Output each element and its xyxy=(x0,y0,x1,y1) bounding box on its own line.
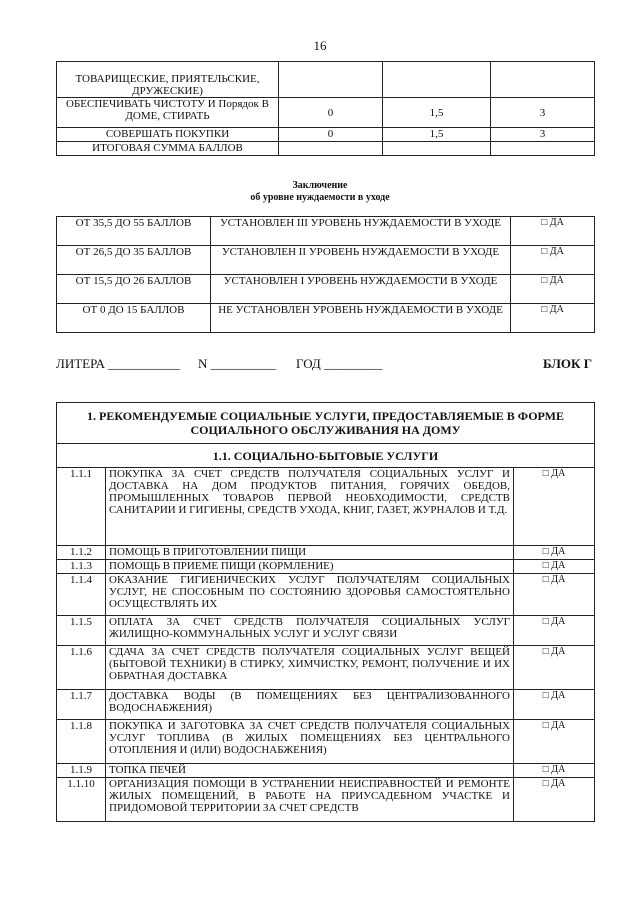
need-level: УСТАНОВЛЕН III УРОВЕНЬ НУЖДАЕМОСТИ В УХОДЕ xyxy=(211,217,511,246)
table-row xyxy=(57,444,595,468)
score-value: 3 xyxy=(491,128,595,142)
table-row xyxy=(57,246,595,275)
item-number: 1.1.9 xyxy=(57,764,106,778)
table-row xyxy=(57,275,595,304)
yes-checkbox[interactable]: □ ДА xyxy=(511,217,595,246)
table-row xyxy=(57,690,595,720)
table-row xyxy=(57,468,595,546)
item-text: ПОКУПКА ЗА СЧЕТ СРЕДСТВ ПОЛУЧАТЕЛЯ СОЦИАЛЬНЫХ УСЛУГ И ДОСТАВКА НА ДОМ ПРОДУКТОВ ПИТАНИЯ, ГОРЯЧИХ ОБЕДОВ, ПРОМЫШЛЕННЫХ ТОВАРОВ ПЕРВОЙ НЕОБХОДИМОСТИ, СРЕДСТВ САНИТАРИИ И ГИГИЕНЫ, СРЕДСТВ УХОДА, КНИГ, ГАЗЕТ, ЖУРНАЛОВ И Т.Д. xyxy=(106,468,514,546)
table-row xyxy=(57,128,595,142)
table-row xyxy=(57,304,595,333)
yes-checkbox[interactable]: □ ДА xyxy=(514,764,595,778)
yes-checkbox[interactable]: □ ДА xyxy=(511,246,595,275)
year-field[interactable]: ГОД _________ xyxy=(296,356,383,371)
yes-checkbox[interactable]: □ ДА xyxy=(514,646,595,690)
score-range: ОТ 26,5 ДО 35 БАЛЛОВ xyxy=(57,246,211,275)
item-number: 1.1.5 xyxy=(57,616,106,646)
score-value: 0 xyxy=(279,128,383,142)
item-text: ОРГАНИЗАЦИЯ ПОМОЩИ В УСТРАНЕНИИ НЕИСПРАВНОСТЕЙ И РЕМОНТЕ ЖИЛЫХ ПОМЕЩЕНИЙ, В РАБОТЕ НА ПРИУСАДЕБНОМ УЧАСТКЕ И ПРИДОМОВОЙ ТЕРРИТОРИИ ЗА СЧЕТ СРЕДСТВ xyxy=(106,778,514,822)
score-range: ОТ 0 ДО 15 БАЛЛОВ xyxy=(57,304,211,333)
item-number: 1.1.7 xyxy=(57,690,106,720)
item-text: ОПЛАТА ЗА СЧЕТ СРЕДСТВ ПОЛУЧАТЕЛЯ СОЦИАЛЬНЫХ УСЛУГ ЖИЛИЩНО-КОММУНАЛЬНЫХ УСЛУГ И УСЛУГ СВЯЗИ xyxy=(106,616,514,646)
item-text: ОКАЗАНИЕ ГИГИЕНИЧЕСКИХ УСЛУГ ПОЛУЧАТЕЛЯМ СОЦИАЛЬНЫХ УСЛУГ, НЕ СПОСОБНЫМ ПО СОСТОЯНИЮ ЗДОРОВЬЯ САМОСТОЯТЕЛЬНО ОСУЩЕСТВЛЯТЬ ИХ xyxy=(106,574,514,616)
table-row xyxy=(57,560,595,574)
table-row xyxy=(57,98,595,128)
section-title: 1. РЕКОМЕНДУЕМЫЕ СОЦИАЛЬНЫЕ УСЛУГИ, ПРЕДОСТАВЛЯЕМЫЕ В ФОРМЕ СОЦИАЛЬНОГО ОБСЛУЖИВАНИЯ НА ДОМУ xyxy=(57,403,595,444)
conclusion-table xyxy=(56,216,595,333)
score-label: ИТОГОВАЯ СУММА БАЛЛОВ xyxy=(57,142,279,156)
subsection-title: 1.1. СОЦИАЛЬНО-БЫТОВЫЕ УСЛУГИ xyxy=(57,444,595,468)
score-value xyxy=(279,62,383,98)
yes-checkbox[interactable]: □ ДА xyxy=(514,720,595,764)
item-number: 1.1.6 xyxy=(57,646,106,690)
score-value xyxy=(491,142,595,156)
item-number: 1.1.10 xyxy=(57,778,106,822)
item-text: ПОКУПКА И ЗАГОТОВКА ЗА СЧЕТ СРЕДСТВ ПОЛУЧАТЕЛЯ СОЦИАЛЬНЫХ УСЛУГ ТОПЛИВА (В ЖИЛЫХ ПОМЕЩЕНИЯХ БЕЗ ЦЕНТРАЛЬНОГО ОТОПЛЕНИЯ И (ИЛИ) ВОДОСНАБЖЕНИЯ) xyxy=(106,720,514,764)
table-row xyxy=(57,764,595,778)
score-value xyxy=(491,62,595,98)
table-row xyxy=(57,403,595,444)
services-table xyxy=(56,402,595,822)
table-row xyxy=(57,217,595,246)
litera-field[interactable]: ЛИТЕРА ___________ xyxy=(56,356,180,371)
yes-checkbox[interactable]: □ ДА xyxy=(511,275,595,304)
score-label: СОВЕРШАТЬ ПОКУПКИ xyxy=(57,128,279,142)
item-number: 1.1.4 xyxy=(57,574,106,616)
yes-checkbox[interactable]: □ ДА xyxy=(511,304,595,333)
litera-line xyxy=(56,356,594,372)
score-value: 0 xyxy=(279,98,383,128)
yes-checkbox[interactable]: □ ДА xyxy=(514,560,595,574)
conclusion-title: Заключение xyxy=(292,180,348,191)
score-value: 3 xyxy=(491,98,595,128)
score-range: ОТ 15,5 ДО 26 БАЛЛОВ xyxy=(57,275,211,304)
yes-checkbox[interactable]: □ ДА xyxy=(514,690,595,720)
need-level: УСТАНОВЛЕН I УРОВЕНЬ НУЖДАЕМОСТИ В УХОДЕ xyxy=(211,275,511,304)
item-number: 1.1.3 xyxy=(57,560,106,574)
table-row xyxy=(57,574,595,616)
item-number: 1.1.8 xyxy=(57,720,106,764)
score-value: 1,5 xyxy=(383,98,491,128)
item-number: 1.1.1 xyxy=(57,468,106,546)
score-range: ОТ 35,5 ДО 55 БАЛЛОВ xyxy=(57,217,211,246)
yes-checkbox[interactable]: □ ДА xyxy=(514,778,595,822)
page-number: 16 xyxy=(313,38,327,53)
table-row xyxy=(57,142,595,156)
table-row xyxy=(57,720,595,764)
score-value xyxy=(383,62,491,98)
scores-table xyxy=(56,61,595,156)
item-text: ДОСТАВКА ВОДЫ (В ПОМЕЩЕНИЯХ БЕЗ ЦЕНТРАЛИЗОВАННОГО ВОДОСНАБЖЕНИЯ) xyxy=(106,690,514,720)
table-row xyxy=(57,616,595,646)
table-row xyxy=(57,778,595,822)
yes-checkbox[interactable]: □ ДА xyxy=(514,546,595,560)
number-field[interactable]: N __________ xyxy=(198,356,276,371)
yes-checkbox[interactable]: □ ДА xyxy=(514,616,595,646)
table-row xyxy=(57,646,595,690)
item-text: СДАЧА ЗА СЧЕТ СРЕДСТВ ПОЛУЧАТЕЛЯ СОЦИАЛЬНЫХ УСЛУГ ВЕЩЕЙ (БЫТОВОЙ ТЕХНИКИ) В СТИРКУ, ХИМЧИСТКУ, РЕМОНТ, ПОЛУЧЕНИЕ И ИХ ОБРАТНАЯ ДОСТАВКА xyxy=(106,646,514,690)
yes-checkbox[interactable]: □ ДА xyxy=(514,468,595,546)
need-level: НЕ УСТАНОВЛЕН УРОВЕНЬ НУЖДАЕМОСТИ В УХОДЕ xyxy=(211,304,511,333)
conclusion-subtitle: об уровне нуждаемости в уходе xyxy=(250,192,390,203)
item-text: ПОМОЩЬ В ПРИЕМЕ ПИЩИ (КОРМЛЕНИЕ) xyxy=(106,560,514,574)
score-value xyxy=(279,142,383,156)
item-text: ПОМОЩЬ В ПРИГОТОВЛЕНИИ ПИЩИ xyxy=(106,546,514,560)
yes-checkbox[interactable]: □ ДА xyxy=(514,574,595,616)
table-row xyxy=(57,546,595,560)
score-value xyxy=(383,142,491,156)
need-level: УСТАНОВЛЕН II УРОВЕНЬ НУЖДАЕМОСТИ В УХОДЕ xyxy=(211,246,511,275)
table-row xyxy=(57,62,595,98)
score-value: 1,5 xyxy=(383,128,491,142)
item-number: 1.1.2 xyxy=(57,546,106,560)
block-label: БЛОК Г xyxy=(542,356,592,371)
item-text: ТОПКА ПЕЧЕЙ xyxy=(106,764,514,778)
score-label: ТОВАРИЩЕСКИЕ, ПРИЯТЕЛЬСКИЕ, ДРУЖЕСКИЕ) xyxy=(57,62,279,98)
score-label: ОБЕСПЕЧИВАТЬ ЧИСТОТУ И Порядок В ДОМЕ, СТИРАТЬ xyxy=(57,98,279,128)
